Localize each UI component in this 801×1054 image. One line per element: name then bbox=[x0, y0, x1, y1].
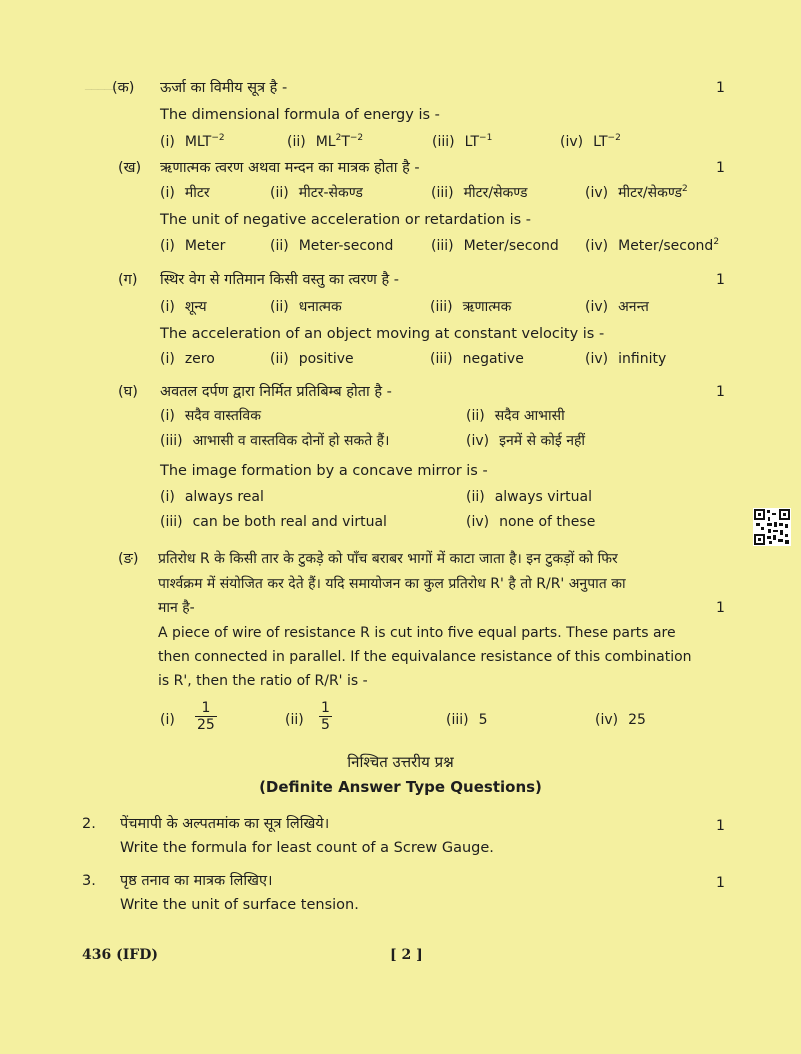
page-number: [ 2 ] bbox=[390, 947, 423, 963]
q1d-hindi-option-3: (iii) आभासी व वास्तविक दोनों हो सकते हैं। bbox=[160, 433, 390, 449]
q1b-label: (ख) bbox=[118, 160, 142, 176]
q1b-hindi-option-1: (i) मीटर bbox=[160, 185, 210, 201]
q2-english: Write the formula for least count of a Screw Gauge. bbox=[120, 840, 494, 856]
q1a-option-4: (iv) $LT^{-2}$ bbox=[560, 133, 621, 150]
q1d-marks: 1 bbox=[716, 384, 725, 400]
q1e-option-4: (iv) 25 bbox=[595, 712, 646, 728]
q1a-english: The dimensional formula of energy is - bbox=[160, 107, 440, 123]
fraction-denominator: 5 bbox=[321, 717, 330, 733]
q2-hindi: पेंचमापी के अल्पतमांक का सूत्र लिखिये। bbox=[120, 816, 330, 832]
q1c-hindi-option-1: (i) शून्य bbox=[160, 299, 207, 315]
q1b-english-option-4: (iv) Meter/second$^2$ bbox=[585, 237, 720, 254]
section-heading-english: (Definite Answer Type Questions) bbox=[259, 778, 542, 796]
q1a-hindi: ऊर्जा का विमीय सूत्र है - bbox=[160, 80, 288, 96]
q1e-label: (ङ) bbox=[118, 551, 139, 567]
q3-english: Write the unit of surface tension. bbox=[120, 897, 359, 913]
q1c-hindi-option-3: (iii) ऋणात्मक bbox=[430, 299, 512, 315]
fraction-numerator: 1 bbox=[321, 700, 330, 716]
q1d-english-option-1: (i) always real bbox=[160, 489, 264, 505]
q1e-english-line-2: then connected in parallel. If the equivalance resistance of this combination bbox=[158, 649, 692, 665]
q1b-hindi-option-4: (iv) मीटर/सेकण्ड$^2$ bbox=[585, 184, 688, 201]
q1e-english-line-1: A piece of wire of resistance R is cut into five equal parts. These parts are bbox=[158, 625, 676, 641]
fraction-denominator: 25 bbox=[197, 717, 215, 733]
q1d-english: The image formation by a concave mirror is - bbox=[160, 463, 488, 479]
section-heading-hindi: निश्चित उत्तरीय प्रश्न bbox=[347, 753, 454, 771]
bleed-through-text: _____ bbox=[85, 76, 118, 91]
q1d-english-option-2: (ii) always virtual bbox=[466, 489, 592, 505]
q1c-english-option-1: (i) zero bbox=[160, 351, 215, 367]
q1b-english-option-2: (ii) Meter-second bbox=[270, 238, 394, 254]
q1e-marks: 1 bbox=[716, 600, 725, 616]
q3-hindi: पृष्ठ तनाव का मात्रक लिखिए। bbox=[120, 873, 273, 889]
q1a-option-3: (iii) $LT^{-1}$ bbox=[432, 133, 493, 150]
q1e-hindi-line-1: प्रतिरोध R के किसी तार के टुकड़े को पाँच बराबर भागों में काटा जाता है। इन टुकड़ों को फिर bbox=[158, 551, 618, 567]
q1b-hindi: ऋणात्मक त्वरण अथवा मन्दन का मात्रक होता है - bbox=[160, 160, 420, 176]
q3-number: 3. bbox=[82, 873, 96, 889]
q1d-english-option-4: (iv) none of these bbox=[466, 514, 596, 530]
q1c-hindi-option-4: (iv) अनन्त bbox=[585, 299, 649, 315]
q2-marks: 1 bbox=[716, 818, 725, 834]
q1b-marks: 1 bbox=[716, 160, 725, 176]
q1b-english-option-3: (iii) Meter/second bbox=[431, 238, 559, 254]
q1b-hindi-option-2: (ii) मीटर-सेकण्ड bbox=[270, 185, 363, 201]
q1c-marks: 1 bbox=[716, 272, 725, 288]
q1e-option-3: (iii) 5 bbox=[446, 712, 488, 728]
q1c-english-option-4: (iv) infinity bbox=[585, 351, 667, 367]
q1c-english-option-2: (ii) positive bbox=[270, 351, 354, 367]
q1c-label: (ग) bbox=[118, 272, 138, 288]
q1d-hindi: अवतल दर्पण द्वारा निर्मित प्रतिबिम्ब होता है - bbox=[160, 384, 392, 400]
q1c-english: The acceleration of an object moving at constant velocity is - bbox=[160, 326, 605, 342]
q1a-option-2: (ii) $ML^2T^{-2}$ bbox=[287, 133, 364, 150]
q1d-hindi-option-1: (i) सदैव वास्तविक bbox=[160, 408, 261, 424]
q1a-label: (क) bbox=[112, 80, 135, 96]
q1c-english-option-3: (iii) negative bbox=[430, 351, 524, 367]
q1e-hindi-line-2: पार्श्वक्रम में संयोजित कर देते हैं। यदि समायोजन का कुल प्रतिरोध R' है तो R/R' अनुपात का bbox=[158, 576, 626, 592]
q1a-marks: 1 bbox=[716, 80, 725, 96]
q1b-english: The unit of negative acceleration or retardation is - bbox=[160, 212, 532, 228]
q1e-english-line-3: is R', then the ratio of R/R' is - bbox=[158, 673, 368, 689]
q1d-hindi-option-2: (ii) सदैव आभासी bbox=[466, 408, 565, 424]
q1e-option-1-label: (i) bbox=[160, 712, 175, 728]
fraction-numerator: 1 bbox=[195, 700, 217, 717]
q1d-hindi-option-4: (iv) इनमें से कोई नहीं bbox=[466, 433, 586, 449]
q1a-option-1: (i) $MLT^{-2}$ bbox=[160, 133, 225, 150]
q1d-label: (घ) bbox=[118, 384, 138, 400]
q1b-hindi-option-3: (iii) मीटर/सेकण्ड bbox=[431, 185, 528, 201]
q1d-english-option-3: (iii) can be both real and virtual bbox=[160, 514, 387, 530]
q1c-hindi: स्थिर वेग से गतिमान किसी वस्तु का त्वरण है - bbox=[160, 272, 400, 288]
q1b-english-option-1: (i) Meter bbox=[160, 238, 226, 254]
q3-marks: 1 bbox=[716, 875, 725, 891]
q1e-hindi-line-3: मान है- bbox=[158, 600, 195, 616]
q1e-option-1-fraction bbox=[195, 700, 217, 733]
q1e-option-2-label: (ii) bbox=[285, 712, 304, 728]
q1e-option-2-fraction bbox=[319, 700, 332, 733]
q1c-hindi-option-2: (ii) धनात्मक bbox=[270, 299, 342, 315]
paper-code: 436 (IFD) bbox=[82, 947, 158, 963]
q2-number: 2. bbox=[82, 816, 96, 832]
qr-code bbox=[753, 508, 791, 546]
